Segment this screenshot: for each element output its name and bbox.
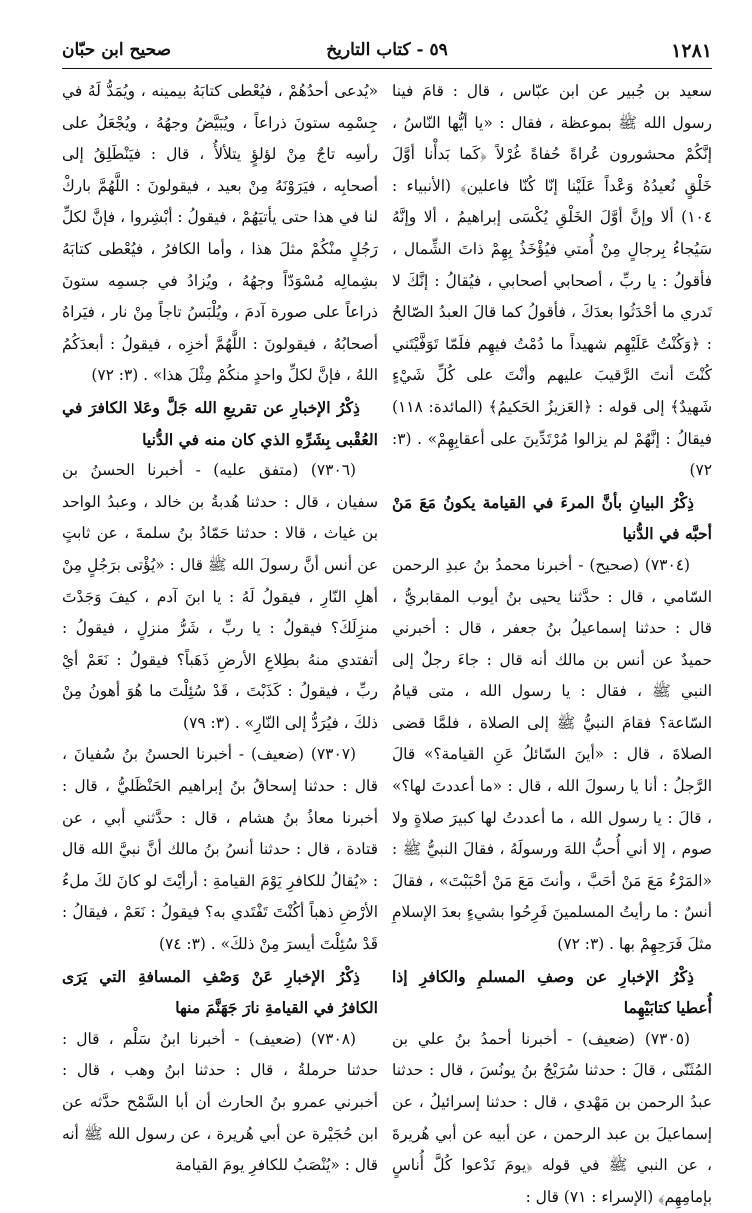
right-column (392, 76, 712, 1206)
section-heading: ذِكْرُ الإخبارِ عن تقريعِ الله جَلَّ وعَلا الكافرَ في العُقْبى بِشَرِّهِ الذي كان منه في الدُّنيا (62, 397, 378, 449)
hadith-7305: (٧٣٠٥) (ضعيف) - أخبرنا أحمدُ بنُ علي بن المُثَنّى ، قالَ : حدثنا سُرَيْجُ بنُ يونُسَ ، قال : حدثنا عبدُ الرحمن بن مَهْدي ، قال : حدثنا إسرائيلُ ، عن إسماعيلَ بن عبد الرحمن ، عن أبيه عن أبي هُريرةَ ، عن النبي ﷺ في قوله ﴿يومَ نَدْعوا كُلَّ أُناسٍ بإمامِهِم﴾ (الإسراء : ٧١) قال : (392, 1029, 712, 1206)
section-heading: ذِكْرُ الإخبارِ عن وصفِ المسلمِ والكافرِ إذا أُعطيا كتابَيْهِما (392, 966, 712, 1018)
hadith-7304: (٧٣٠٤) (صحيح) - أخبرنا محمدُ بنُ عبدِ الرحمن السّامي ، قال : حدَّثنا يحيى بنُ أيوب المقابريُّ ، قال : حدثنا إسماعيلُ بنُ جعفر ، قال : أخبرني حميدٌ عن أنس بن مالك أنه قال : جاءَ رجلٌ إلى النبي ﷺ ، فقال : يا رسول الله ، متى قيامُ السّاعة؟ فقامَ النبيُّ ﷺ إلى الصلاة ، فلمَّا قضى الصلاةَ ، قال : «أينَ السّائلُ عَنِ القيامة؟» قالَ الرَّجلُ : أنا يا رسولَ الله ، قال : «ما أعددتَ لها؟» ، قالَ : يا رسول الله ، ما أعددتُ لها كبيرَ صلاةٍ ولا صوم ، إلا أني أُحبُّ اللهَ ورسولَهُ ، فقالَ النبيُّ ﷺ : «المَرْءُ مَعَ مَنْ أحَبَّ ، وأنتَ مَعَ مَنْ أحْبَبْتَ» ، فقالَ أنسٌ : ما رأيتُ المسلمينَ فَرِحُوا بشيءٍ بعدَ الإسلامِ مثلَ فَرَحِهِمْ بها . (٣: ٧٢) (392, 555, 712, 954)
hadith-7308: (٧٣٠٨) (ضعيف) - أخبرنا ابنُ سَلْم ، قال : حدثنا حرملةُ ، قال : حدثنا ابنُ وهب ، قال : أخبرني عمرو بنُ الحارث أن أبا السَّمْح حدَّثه عن ابن حُجَيْرة عن أبي هُريرة ، عن رسول الله ﷺ أنه قال : «يُنْصَبُ للكافرِ يومَ القيامة (62, 1029, 378, 1175)
continued-hadith-text: سعيد بن جُبير عن ابن عبّاس ، قال : قامَ فينا رسول الله ﷺ بموعظة ، فقال : «يا أيُّها النّاسُ ، إنَّكُمْ محشورون عُراةً حُفاةً غُرْلاً ﴿كَما بَدأْنا أوَّلَ خَلْقٍ نُعيدُهُ وَعْداً عَلَيْنا إنّا كُنّا فاعلين﴾ (الأنبياء : ١٠٤) ألا وإنَّ أوَّلَ الخَلْقِ يُكْسَى إبراهيمُ ، ألا وإنَّهُ سَيُجاءُ بِرجالٍ مِنْ أُمتي فيُؤْخَذُ بِهِمْ ذاتَ الشِّمال ، فأقولُ : يا ربِّ ، أصحابي أصحابي ، فيُقالُ : إنَّكَ لا تَدري ما أحْدَثُوا بعدَكَ ، فأقولُ كما قالَ العبدُ الصّالحُ : ﴿وَكُنْتُ عَلَيْهِم شهيداً ما دُمْتُ فيهِم فلَمّا تَوَفَّيْتَني كُنْتَ أنتَ الرَّقيبَ عليهم وأنْتَ على كُلِّ شَيْءٍ شَهيدٌ﴾ إلى قوله : ﴿العَزيزُ الحَكيمُ﴾ (المائدة: ١١٨) فيقالُ : إنَّهُمْ لم يزالوا مُرْتَدِّينَ على أعقابِهِمْ» . (٣: ٧٢) (392, 82, 712, 480)
page-number: ١٢٨١ (671, 40, 712, 62)
continued-hadith-text: «يُدعى أحدُهُمْ ، فيُعْطى كتابَهُ بيمينه ، ويُمَدُّ لَهُ في جِسْمِه ستونَ ذراعاً ، ويُبَيَّضُ وجهُهُ ، ويُجْعَلُ على رأسِه تاجٌ مِنْ لؤلؤٍ يتلألأُ ، قال : فيَنْطَلِقُ إلى أصحابِه ، فيَرَوْنَهُ مِنْ بعيد ، فيقولونَ : اللَّهُمَّ باركْ لنا في هذا حتى يأتيَهُمْ ، فيقولُ : أبْشِروا ، فإنَّ لكلِّ رَجُلٍ منْكُمْ مثلَ هذا ، وأما الكافرُ ، فيُعْطى كتابَهُ بشِمالِه مُسْوَدّاً وجهُهُ ، ويُزادُ في جسمِه ستونَ ذراعاً على صورة آدمَ ، ويُلْبَسُ تاجاً مِنْ نار ، فيَراهُ أصحابُهُ ، فيقولونَ : اللَّهُمَّ أخزِه ، فيقولُ : أبعدَكُمُ اللهُ ، فإنَّ لكلِّ واحدٍ منكُمْ مِثْلَ هذا» . (٣: ٧٢) (62, 82, 378, 385)
section-heading: ذِكْرُ البيانِ بأنَّ المرءَ في القيامة يكونُ مَعَ مَنْ أحبَّه في الدُّنيا (392, 492, 712, 544)
left-column (62, 76, 378, 1175)
header-rule (62, 68, 712, 69)
chapter-title: ٥٩ - كتاب التاريخ (326, 40, 448, 60)
section-heading: ذِكْرُ الإخبارِ عَنْ وَصْفِ المسافةِ التي يَرَى الكافرُ في القيامةِ نارَ جَهَنَّمَ منها (62, 966, 378, 1018)
hadith-7307: (٧٣٠٧) (ضعيف) - أخبرنا الحسنُ بنُ سُفيانَ ، قال : حدثنا إسحاقُ بنُ إبراهيم الحَنْظَليُّ ، قال : أخبرنا معاذُ بنُ هشام ، قال : حدَّثني أبي ، عن قتادة ، قال : حدثنا أنسُ بنُ مالك أنَّ نبيَّ الله قال : «يُقالُ للكافرِ يَوْمَ القيامةِ : أرأيْتَ لو كانَ لكَ ملءُ الأرْضِ ذهباً أكُنْتَ تَفْتَدي به؟ فيقولُ : نَعَمْ ، فيقالُ : قَدْ سُئِلْتَ أيسرَ مِنْ ذلكَ» . (٣: ٧٤) (62, 745, 378, 954)
book-title: صحيح ابن حبّان (62, 40, 172, 60)
page-header (62, 40, 712, 68)
hadith-7306: (٧٣٠٦) (متفق عليه) - أخبرنا الحسنُ بن سفيان ، قال : حدثنا هُدبةُ بن خالد ، وعبدُ الواحد بن غياث ، قالا : حدثنا حَمّادُ بنُ سلمةَ ، عن ثابتٍ عن أنس أنَّ رسولَ الله ﷺ قال : «يُؤْتى برَجُلٍ مِنْ أهلِ النّارِ ، فيقولُ لَهُ : يا ابنَ آدم ، كيفَ وَجَدْتَ منزِلَكَ؟ فيقولُ : يا ربِّ ، شَرُّ منزلٍ ، فيقولُ : أتفتدي منهُ بطِلاعِ الأرضِ ذَهَباً؟ فيقولُ : نَعَمْ أيْ ربِّ ، فيقولُ : كَذَبْتَ ، قَدْ سُئِلْتَ ما هُوَ أهونُ مِنْ ذلكَ ، فيُرَدُّ إلى النّارِ» . (٣: ٧٩) (62, 461, 378, 732)
